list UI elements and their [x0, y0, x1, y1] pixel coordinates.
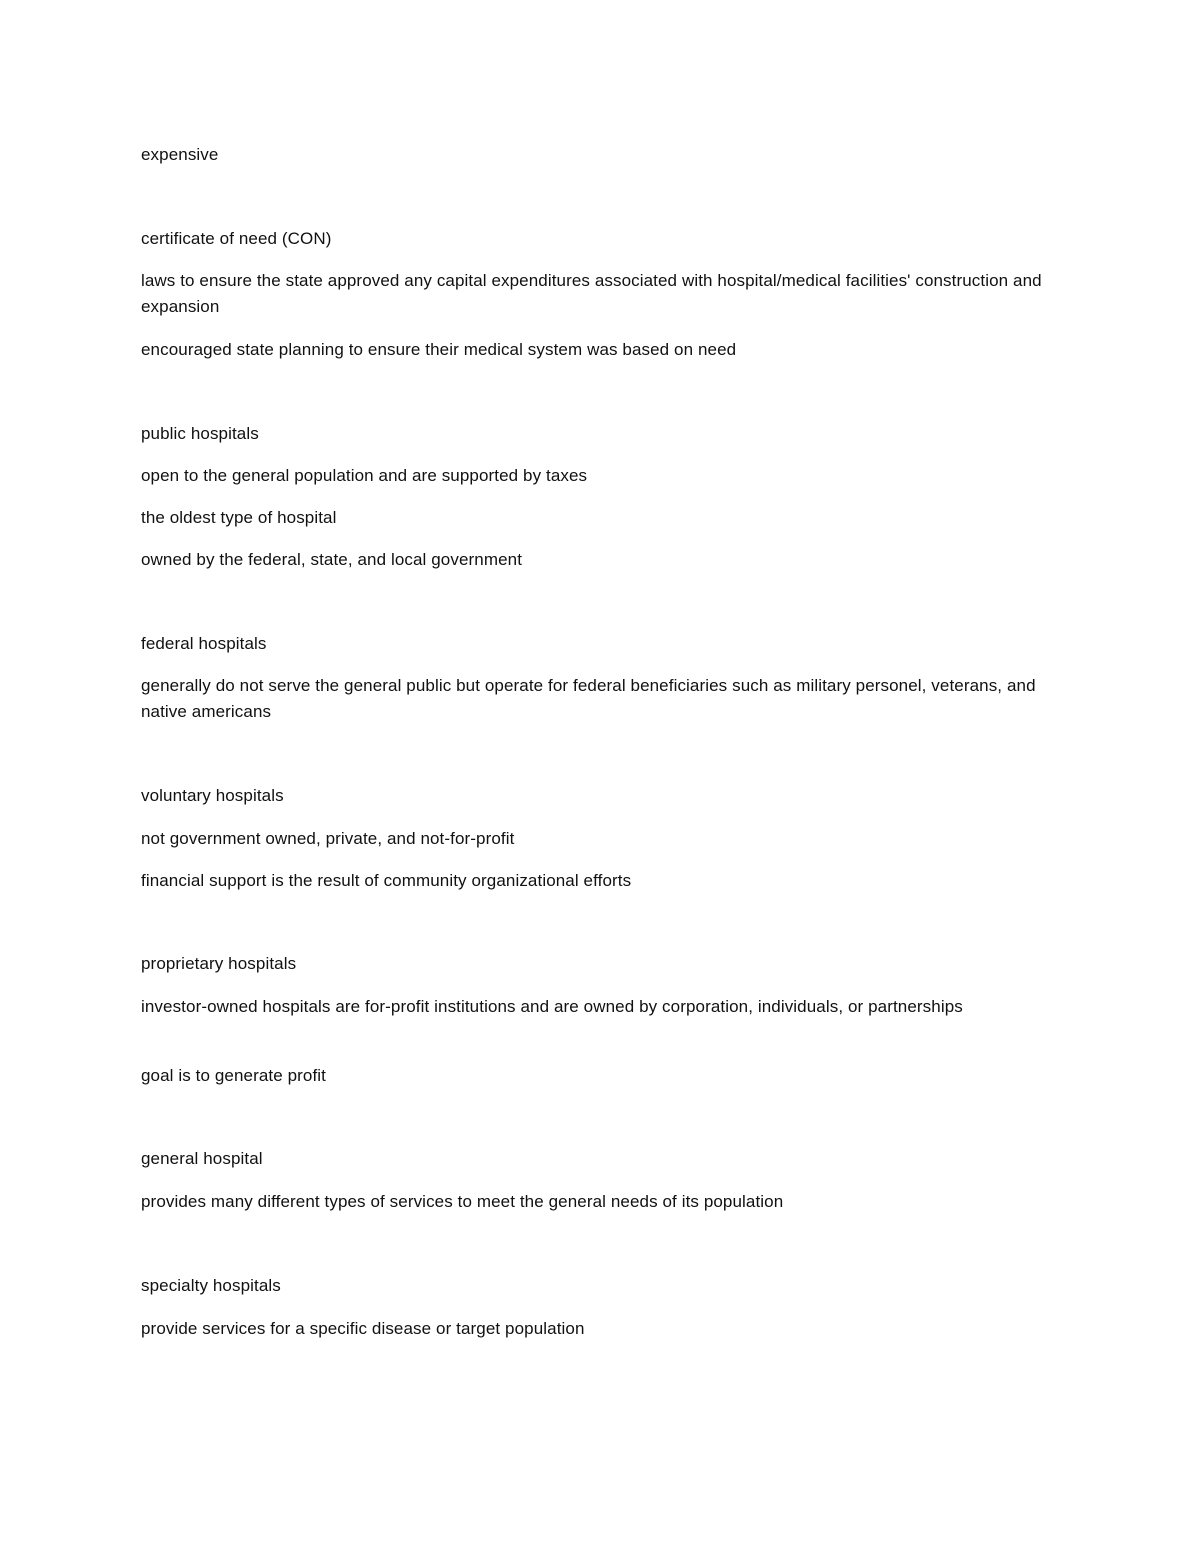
- term-general-hospital: general hospital: [141, 1149, 263, 1168]
- definition-general-hospital: provides many different types of services to meet the general needs of its population: [141, 1192, 784, 1211]
- term-specialty-hospitals: specialty hospitals: [141, 1276, 281, 1295]
- definition-voluntary-hospitals-2: financial support is the result of community organizational efforts: [141, 871, 632, 890]
- definition-federal-hospitals: generally do not serve the general public but operate for federal beneficiaries such as military personel, veterans, and native americans: [141, 676, 1036, 721]
- term-certificate-of-need: certificate of need (CON): [141, 229, 332, 248]
- term-federal-hospitals: federal hospitals: [141, 634, 267, 653]
- term-expensive: expensive: [141, 145, 219, 164]
- definition-proprietary-hospitals-1: investor-owned hospitals are for-profit institutions and are owned by corporation, individuals, or partnerships: [141, 997, 963, 1016]
- definition-certificate-of-need-2: encouraged state planning to ensure their medical system was based on need: [141, 340, 737, 359]
- term-voluntary-hospitals: voluntary hospitals: [141, 786, 284, 805]
- definition-certificate-of-need-1: laws to ensure the state approved any capital expenditures associated with hospital/medical facilities' construction and expansion: [141, 271, 1042, 316]
- definition-public-hospitals-2: the oldest type of hospital: [141, 508, 337, 527]
- definition-specialty-hospitals: provide services for a specific disease or target population: [141, 1319, 585, 1338]
- term-proprietary-hospitals: proprietary hospitals: [141, 954, 297, 973]
- definition-public-hospitals-1: open to the general population and are supported by taxes: [141, 466, 588, 485]
- term-public-hospitals: public hospitals: [141, 424, 259, 443]
- definition-voluntary-hospitals-1: not government owned, private, and not-for-profit: [141, 829, 515, 848]
- definition-proprietary-hospitals-2: goal is to generate profit: [141, 1066, 326, 1085]
- definition-public-hospitals-3: owned by the federal, state, and local government: [141, 550, 523, 569]
